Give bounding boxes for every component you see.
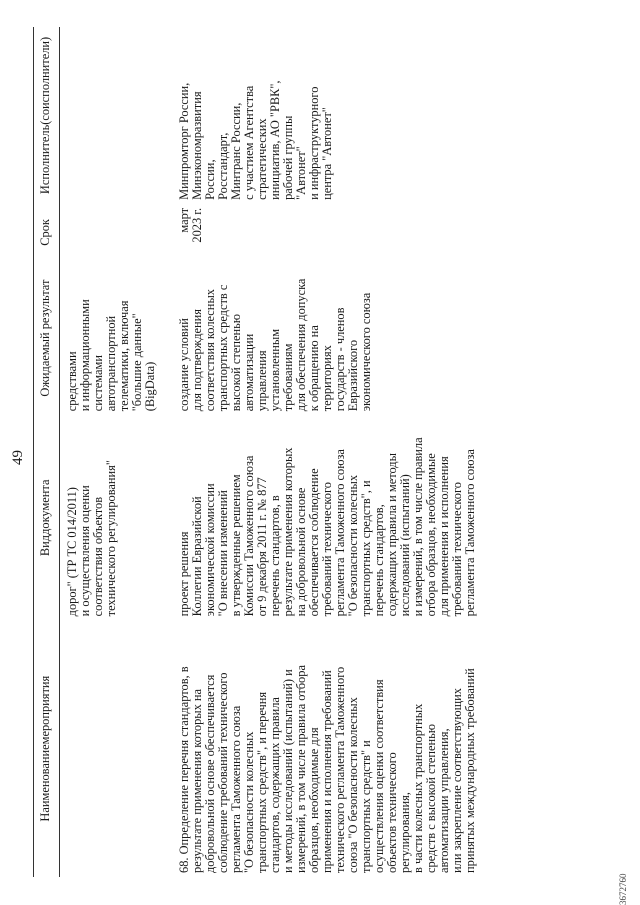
text-line: Минэкономразвития [189, 91, 204, 200]
text-line: Минтранс России, [228, 102, 243, 200]
text-line: экономического союза [358, 292, 373, 412]
text-line: средств с высокой степенью [423, 723, 438, 873]
text-line: принятых международных требований [462, 668, 477, 873]
text-line: к обращению на [306, 325, 321, 412]
text-line: объектов технического [384, 752, 399, 873]
text-line: Коллегии Евразийской [189, 496, 204, 617]
text-line: дорог" (ТР ТС 014/2011) [64, 487, 79, 617]
text-line: регламента Таможенного союза [228, 705, 243, 873]
text-line: отбора образцов, необходимые [423, 453, 438, 617]
text-line: и осуществления оценки [77, 485, 92, 617]
cell-executor [59, 27, 174, 204]
text-line: и методы исследований (испытаний) и [280, 669, 295, 873]
cell-term [59, 204, 174, 261]
text-line: требованиям [280, 343, 295, 412]
text-line: технического регламента Таможенного [332, 666, 347, 873]
table-row-continuation [59, 27, 174, 877]
text-line: результате применения которых на [189, 688, 204, 873]
text-line: осуществления оценки соответствия [371, 679, 386, 873]
cell-name [59, 620, 174, 877]
text-line: Комиссии Таможенного союза [241, 455, 256, 617]
text-line: союза "О безопасности колесных [345, 697, 360, 873]
text-line: инициатив, АО "РВК", [267, 80, 282, 200]
text-line: стандартов, содержащих правила [267, 697, 282, 873]
cell-name [174, 620, 477, 877]
text-line: экономической комиссии [202, 483, 217, 617]
text-line: Вид [38, 534, 52, 557]
text-line: "О безопасности колесных [241, 731, 256, 873]
cell-result [174, 261, 477, 415]
text-line: документа [38, 479, 52, 535]
text-line: "Автонет" [293, 146, 308, 200]
table-header [34, 27, 60, 877]
text-line: содержащих правила и методы [384, 453, 399, 617]
text-line: Исполнитель [38, 124, 52, 195]
header-doc-type [34, 415, 60, 620]
header-executor [34, 27, 60, 204]
text-line: перечень стандартов, [371, 504, 386, 617]
text-line: центра "Автонет" [319, 107, 334, 200]
text-line: добровольной основе обеспечивается [202, 674, 217, 873]
text-line: "большие данные" [129, 313, 144, 412]
text-line: соблюдение требований технического [215, 672, 230, 873]
text-line: для обеспечения допуска [293, 278, 308, 412]
document-id: 3672760 [618, 873, 628, 905]
text-line: 68. Определение перечня стандартов, в [176, 666, 191, 873]
text-line: регламента Таможенного союза [462, 449, 477, 617]
text-line: обеспечивается соблюдение [306, 468, 321, 617]
cell-executor [174, 27, 477, 204]
text-line: транспортных средств" и [358, 740, 373, 873]
text-line: территориях [319, 345, 334, 412]
text-line: регламента Таможенного союза [332, 449, 347, 617]
text-line: высокой степенью [228, 314, 243, 412]
text-line: на добровольной основе [293, 487, 308, 617]
text-line: создание условий [176, 318, 191, 412]
text-line: Срок [38, 219, 52, 246]
text-line: регулирования, [397, 792, 412, 873]
text-line: транспортных средств с [215, 284, 230, 412]
text-line: Ожидаемый результат [38, 279, 52, 397]
text-line: системами [90, 355, 105, 412]
text-line: от 9 декабря 2011 г. № 877 [254, 477, 269, 617]
cell-result [59, 261, 174, 415]
text-line: соответствия колесных [202, 289, 217, 412]
text-line: стратегических [254, 118, 269, 200]
plan-table [33, 27, 477, 877]
text-line: с участием Агентства [241, 85, 256, 200]
text-line: для подтверждения [189, 309, 204, 412]
text-line: Евразийского [345, 339, 360, 412]
cell-doc-type [174, 415, 477, 620]
text-line: автоматизации [241, 333, 256, 412]
text-line: в утвержденные решением [228, 474, 243, 617]
text-line: мероприятия [38, 675, 52, 745]
text-line: март [176, 207, 191, 233]
text-line: применения и исполнения требований [319, 670, 334, 873]
header-result [34, 261, 60, 415]
page-number: 49 [10, 450, 26, 465]
text-line: и измерений, в том числе правила [410, 437, 425, 617]
text-line: автоматизации управления, [436, 728, 451, 873]
text-line: в части колесных транспортных [410, 703, 425, 873]
text-line: и инфраструктурного [306, 86, 321, 200]
text-line: средствами [64, 351, 79, 412]
text-line: Росстандарт, [215, 132, 230, 200]
cell-term [174, 204, 477, 261]
header-row [34, 27, 60, 877]
text-line: проект решения [176, 531, 191, 617]
text-line: телематики, включая [116, 300, 131, 412]
text-line: Минпромторг России, [176, 82, 191, 200]
text-line: России, [202, 159, 217, 200]
header-term [34, 204, 60, 261]
cell-doc-type [59, 415, 174, 620]
text-line: 2023 г. [189, 207, 204, 243]
text-line: (BigData) [142, 361, 157, 412]
text-line: установленным [267, 328, 282, 412]
text-line: транспортных средств", и [358, 480, 373, 617]
text-line: рабочей группы [280, 115, 295, 200]
text-line: транспортных средств", и перечня [254, 691, 269, 873]
text-line: управления [254, 350, 269, 412]
text-line: измерений, в том числе правила отбора [293, 665, 308, 873]
text-line: государств - членов [332, 307, 347, 412]
text-line: "О безопасности колесных [345, 474, 360, 617]
table-row-68 [174, 27, 477, 877]
text-line: (соисполнители) [38, 36, 52, 125]
text-line: "О внесении изменений [215, 490, 230, 617]
text-line: результате применения которых [280, 447, 295, 617]
text-line: для применения и исполнения [436, 456, 451, 617]
text-line: или закрепление соответствующих [449, 688, 464, 873]
text-line: требований технического [319, 482, 334, 617]
text-line: требований технического [449, 482, 464, 617]
text-line: технического регулирования" [103, 460, 118, 617]
text-line: автотранспортной [103, 315, 118, 412]
header-name [34, 620, 60, 877]
text-line: перечень стандартов, в [267, 495, 282, 617]
text-line: соответствия объектов [90, 496, 105, 617]
text-line: образцов, необходимые для [306, 727, 321, 873]
text-line: и информационными [77, 299, 92, 412]
text-line: исследований (испытаний) [397, 474, 412, 617]
text-line: Наименование [38, 744, 52, 822]
